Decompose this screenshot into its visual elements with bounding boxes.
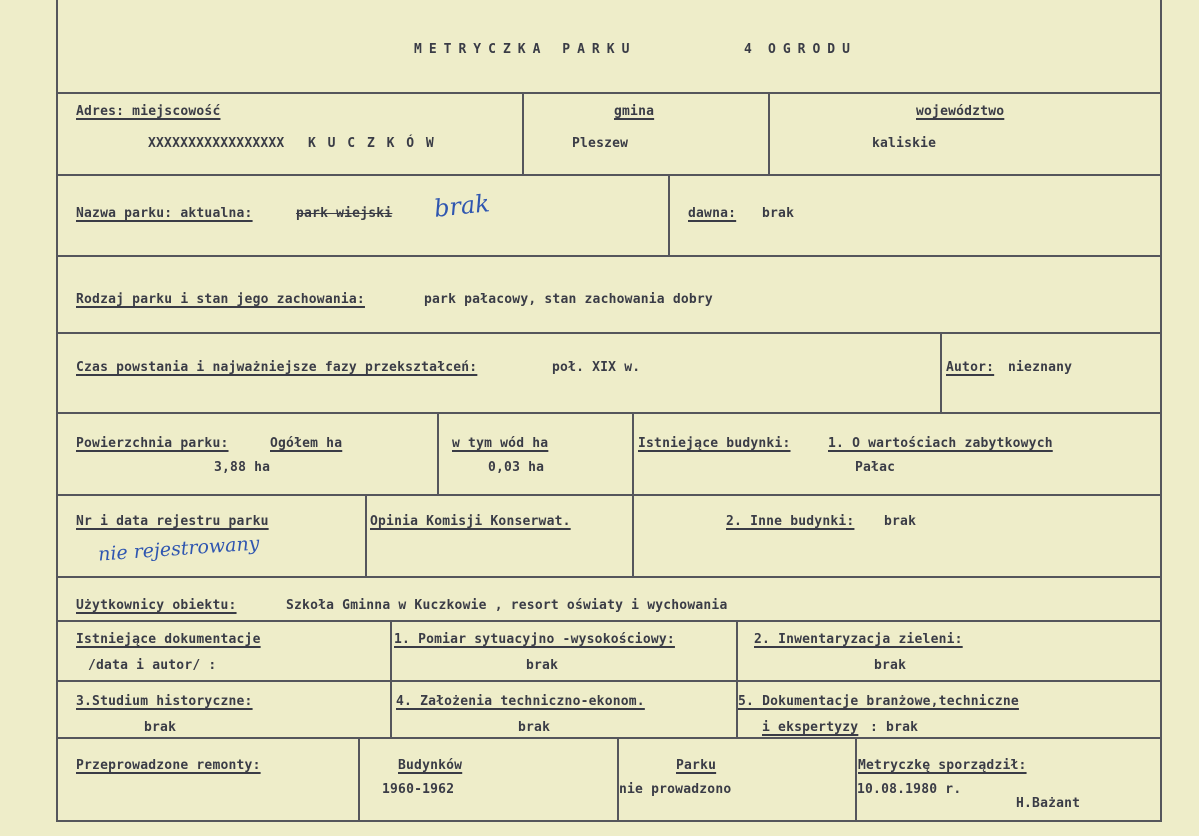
register-label: Nr i data rejestru parku [76, 514, 269, 529]
survey-value: brak [526, 658, 559, 673]
rule [56, 576, 1162, 578]
divider [390, 620, 392, 737]
divider [940, 332, 942, 412]
repairs-buildings-value: 1960-1962 [382, 782, 455, 797]
repairs-buildings-label: Budynków [398, 758, 463, 773]
compiled-date: 10.08.1980 r. [857, 782, 962, 797]
divider [668, 174, 670, 255]
techno-economic-label: 4. Założenia techniczno-ekonom. [396, 694, 645, 709]
voivodeship-value: kaliskie [872, 136, 937, 151]
compiled-author: H.Bażant [1016, 796, 1081, 811]
rule [56, 494, 1162, 496]
divider [855, 737, 857, 822]
park-name-crossed: park wiejski [296, 206, 393, 221]
former-name-label: dawna: [688, 206, 737, 221]
divider [437, 412, 439, 494]
historic-buildings-label: 1. O wartościach zabytkowych [828, 436, 1053, 451]
expertise-label: i ekspertyzy [762, 720, 859, 735]
address-crossed: XXXXXXXXXXXXXXXXX [148, 136, 285, 151]
documentation-label: Istniejące dokumentacje [76, 632, 261, 647]
greenery-inventory-label: 2. Inwentaryzacja zieleni: [754, 632, 963, 647]
divider [365, 494, 367, 576]
park-name-label: Nazwa parku: aktualna: [76, 206, 253, 221]
voivodeship-label: województwo [916, 104, 1005, 119]
gmina-label: gmina [614, 104, 655, 119]
card-title: METRYCZKA PARKU [414, 42, 637, 57]
water-area-value: 0,03 ha [488, 460, 545, 475]
origin-value: poł. XIX w. [552, 360, 641, 375]
techno-economic-value: brak [518, 720, 551, 735]
divider [358, 737, 360, 822]
other-buildings-value: brak [884, 514, 917, 529]
divider [632, 412, 634, 576]
rule [56, 412, 1162, 414]
greenery-inventory-value: brak [874, 658, 907, 673]
historic-study-value: brak [144, 720, 177, 735]
repairs-label: Przeprowadzone remonty: [76, 758, 261, 773]
users-value: Szkoła Gminna w Kuczkowie , resort oświaty i wychowania [286, 598, 728, 613]
other-buildings-label: 2. Inne budynki: [726, 514, 855, 529]
divider [736, 620, 738, 737]
survey-label: 1. Pomiar sytuacyjno -wysokościowy: [394, 632, 675, 647]
water-area-label: w tym wód ha [452, 436, 549, 451]
address-label: Adres: miejscowość [76, 104, 221, 119]
area-label: Powierzchnia parku: [76, 436, 229, 451]
repairs-park-value: nie prowadzono [619, 782, 732, 797]
rule [56, 255, 1162, 257]
area-total-value: 3,88 ha [214, 460, 271, 475]
divider [617, 737, 619, 822]
divider [522, 92, 524, 174]
technical-docs-label: 5. Dokumentacje branżowe,techniczne [738, 694, 1019, 709]
former-name-value: brak [762, 206, 795, 221]
rule [56, 332, 1162, 334]
gmina-value: Pleszew [572, 136, 629, 151]
conservator-opinion-label: Opinia Komisji Konserwat. [370, 514, 571, 529]
address-place: K U C Z K Ó W [308, 136, 436, 151]
expertise-value: : brak [870, 720, 919, 735]
author-label: Autor: [946, 360, 995, 375]
historic-study-label: 3.Studium historyczne: [76, 694, 253, 709]
park-type-value: park pałacowy, stan zachowania dobry [424, 292, 713, 307]
park-type-label: Rodzaj parku i stan jego zachowania: [76, 292, 365, 307]
rule [56, 680, 1162, 682]
rule [56, 92, 1162, 94]
buildings-label: Istniejące budynki: [638, 436, 791, 451]
author-value: nieznany [1008, 360, 1073, 375]
title-mark: 4 [744, 42, 753, 57]
area-total-label: Ogółem ha [270, 436, 343, 451]
park-name-handwritten: brak [432, 189, 491, 223]
register-handwritten: nie rejestrowany [97, 532, 261, 566]
rule [56, 737, 1162, 739]
rule [56, 174, 1162, 176]
compiled-by-label: Metryczkę sporządził: [858, 758, 1027, 773]
card-title-end: OGRODU [768, 42, 857, 57]
origin-label: Czas powstania i najważniejsze fazy przekształceń: [76, 360, 478, 375]
documentation-sublabel: /data i autor/ : [88, 658, 217, 673]
repairs-park-label: Parku [676, 758, 717, 773]
users-label: Użytkownicy obiektu: [76, 598, 237, 613]
divider [768, 92, 770, 174]
rule [56, 620, 1162, 622]
historic-buildings-value: Pałac [855, 460, 896, 475]
